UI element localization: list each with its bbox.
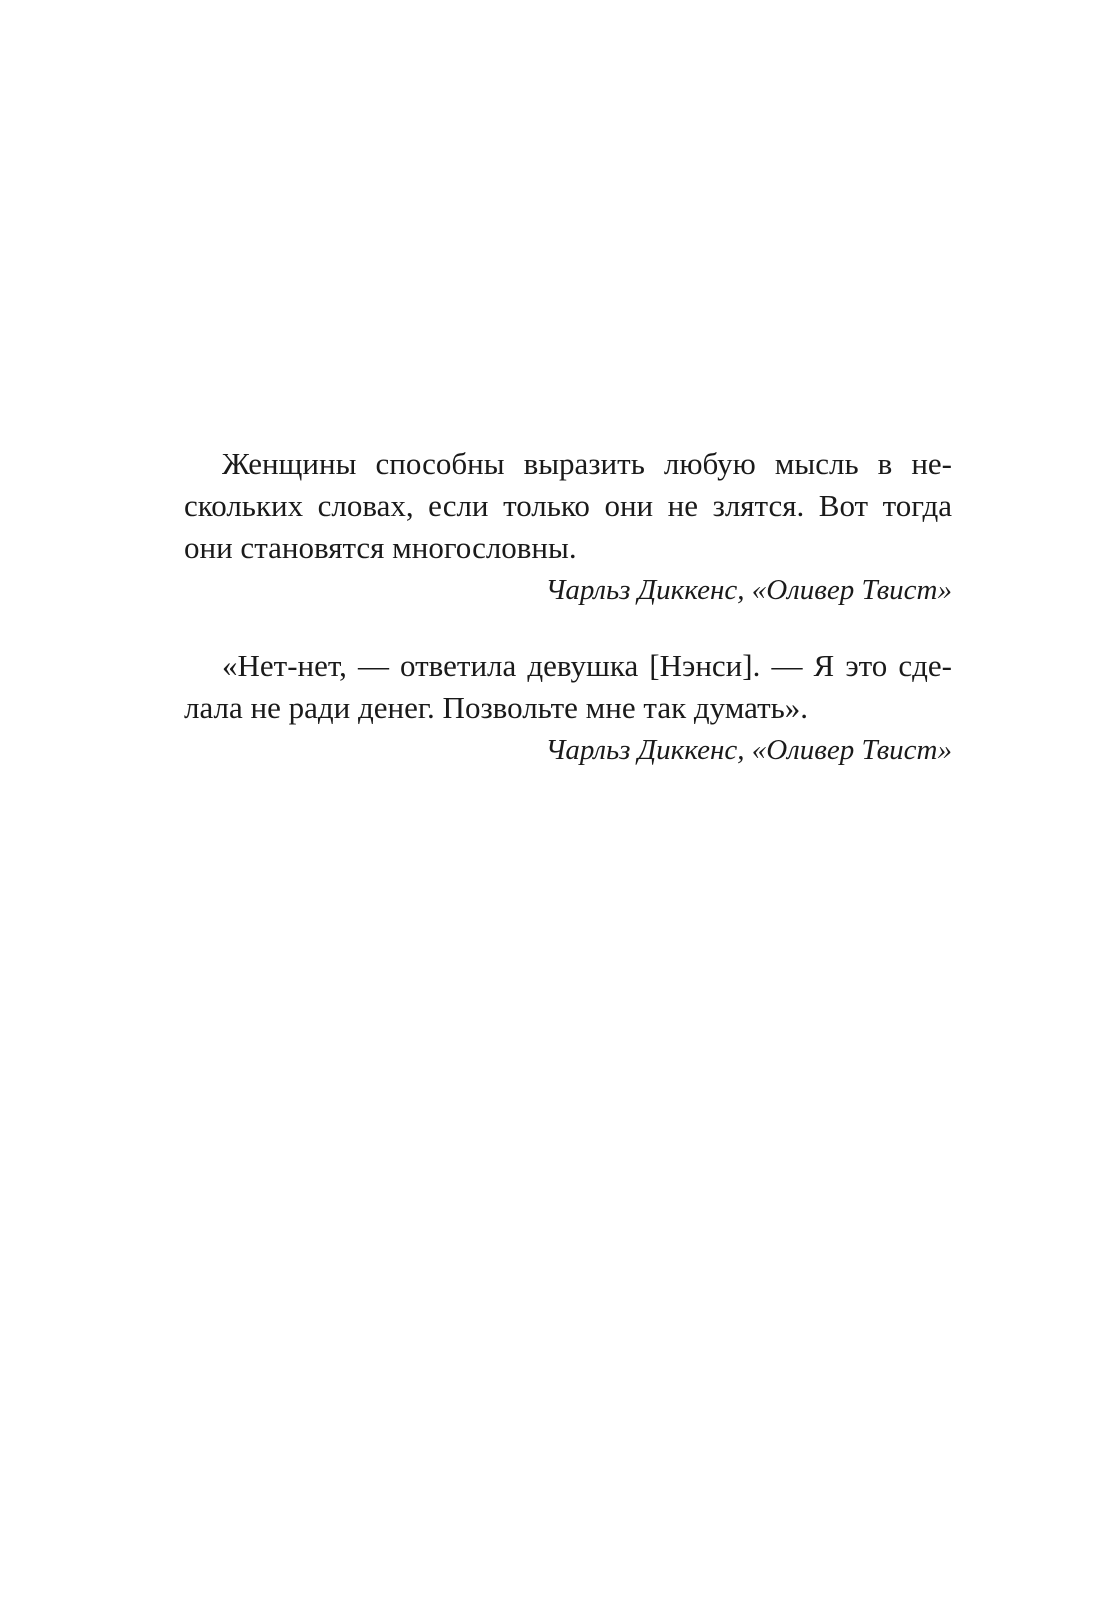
quote-text [184,645,952,729]
quote-text [184,443,952,569]
quote-line: «Нет-нет, — ответила девушка [Нэнси]. — Я это сде- [222,648,952,683]
quote-line: они становятся многословны. [184,530,577,565]
epigraph [184,443,952,611]
quote-line: лала не ради денег. Позвольте мне так думать». [184,690,809,725]
quote-line: скольких словах, если только они не злятся. Вот тогда [184,488,952,523]
quote-line: Женщины способны выразить любую мысль в не- [222,446,952,481]
quote-attribution: Чарльз Диккенс, «Оливер Твист» [545,574,952,606]
quote-attribution: Чарльз Диккенс, «Оливер Твист» [545,734,952,766]
epigraph [184,645,952,771]
